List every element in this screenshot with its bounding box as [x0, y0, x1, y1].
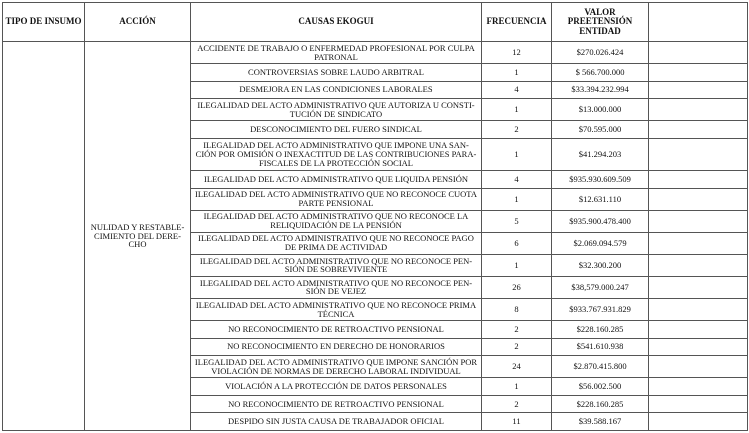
valor-cell: $56.002.500 [552, 378, 649, 396]
header-extra [649, 3, 748, 42]
header-tipo-insumo: TIPO DE INSUMO [3, 3, 85, 42]
valor-cell: $228.160.285 [552, 321, 649, 339]
causa-cell: ILEGALIDAD DEL ACTO ADMINISTRATIVO QUE NO RECONOCE LA RELIQUIDACIÓN DE LA PENSIÓN [191, 210, 482, 232]
extra-cell [649, 232, 748, 254]
frecuencia-cell: 1 [482, 99, 552, 121]
frecuencia-cell: 2 [482, 395, 552, 413]
extra-cell [649, 81, 748, 99]
causa-cell: ILEGALIDAD DEL ACTO ADMINISTRATIVO QUE IMPONE UNA SAN- CIÓN POR OMISIÓN O INEXACTITUD DE LAS CONTRIBUCIONES PARA- FISCALES DE LA PROTECCIÓN SOCIAL [191, 138, 482, 170]
frecuencia-cell: 1 [482, 378, 552, 396]
causa-cell: DESPIDO SIN JUSTA CAUSA DE TRABAJADOR OFICIAL [191, 413, 482, 431]
valor-cell: $41.294.203 [552, 138, 649, 170]
causa-cell: ILEGALIDAD DEL ACTO ADMINISTRATIVO QUE NO RECONOCE CUOTA PARTE PENSIONAL [191, 188, 482, 210]
valor-cell: $ 566.700.000 [552, 64, 649, 82]
causa-cell: NO RECONOCIMIENTO DE RETROACTIVO PENSIONAL [191, 395, 482, 413]
causa-cell: ILEGALIDAD DEL ACTO ADMINISTRATIVO QUE NO RECONOCE PRIMA TÉCNICA [191, 299, 482, 321]
header-valor: VALOR PREETENSIÓN ENTIDAD [552, 3, 649, 42]
table-row [3, 42, 748, 64]
valor-cell: $270.026.424 [552, 42, 649, 64]
valor-cell: $33.394.232.994 [552, 81, 649, 99]
valor-cell: $70.595.000 [552, 121, 649, 139]
causas-ekogui-table [2, 2, 748, 431]
valor-cell: $935.900.478.400 [552, 210, 649, 232]
extra-cell [649, 138, 748, 170]
extra-cell [649, 378, 748, 396]
header-row [3, 3, 748, 42]
header-frecuencia: FRECUENCIA [482, 3, 552, 42]
extra-cell [649, 121, 748, 139]
valor-cell: $2.870.415.800 [552, 356, 649, 378]
extra-cell [649, 188, 748, 210]
extra-cell [649, 276, 748, 298]
extra-cell [649, 171, 748, 189]
causa-cell: ILEGALIDAD DEL ACTO ADMINISTRATIVO QUE NO RECONOCE PEN- SIÓN DE SOBREVIVIENTE [191, 254, 482, 276]
frecuencia-cell: 2 [482, 321, 552, 339]
extra-cell [649, 356, 748, 378]
frecuencia-cell: 4 [482, 171, 552, 189]
causa-cell: DESMEJORA EN LAS CONDICIONES LABORALES [191, 81, 482, 99]
frecuencia-cell: 1 [482, 138, 552, 170]
frecuencia-cell: 12 [482, 42, 552, 64]
extra-cell [649, 413, 748, 431]
extra-cell [649, 42, 748, 64]
frecuencia-cell: 4 [482, 81, 552, 99]
valor-cell: $228.160.285 [552, 395, 649, 413]
header-accion: ACCIÓN [85, 3, 191, 42]
valor-cell: $2.069.094.579 [552, 232, 649, 254]
valor-cell: $933.767.931.829 [552, 299, 649, 321]
valor-cell: $32.300.200 [552, 254, 649, 276]
frecuencia-cell: 6 [482, 232, 552, 254]
valor-cell: $38,579.000.247 [552, 276, 649, 298]
valor-cell: $935.930.609.509 [552, 171, 649, 189]
tipo-insumo-cell [3, 42, 85, 431]
frecuencia-cell: 2 [482, 338, 552, 356]
extra-cell [649, 210, 748, 232]
valor-cell: $12.631.110 [552, 188, 649, 210]
valor-cell: $13.000.000 [552, 99, 649, 121]
causa-cell: NO RECONOCIMIENTO EN DERECHO DE HONORARIOS [191, 338, 482, 356]
extra-cell [649, 338, 748, 356]
frecuencia-cell: 11 [482, 413, 552, 431]
causa-cell: ILEGALIDAD DEL ACTO ADMINISTRATIVO QUE AUTORIZA U CONSTI- TUCIÓN DE SINDICATO [191, 99, 482, 121]
extra-cell [649, 321, 748, 339]
extra-cell [649, 99, 748, 121]
accion-cell: NULIDAD Y RESTABLE- CIMIENTO DEL DERE- CHO [85, 42, 191, 431]
frecuencia-cell: 2 [482, 121, 552, 139]
frecuencia-cell: 5 [482, 210, 552, 232]
causa-cell: DESCONOCIMIENTO DEL FUERO SINDICAL [191, 121, 482, 139]
causa-cell: ILEGALIDAD DEL ACTO ADMINISTRATIVO QUE LIQUIDA PENSIÓN [191, 171, 482, 189]
frecuencia-cell: 26 [482, 276, 552, 298]
causa-cell: ILEGALIDAD DEL ACTO ADMINISTRATIVO QUE IMPONE SANCIÓN POR VIOLACIÓN DE NORMAS DE DERECHO LABORAL INDIVIDUAL [191, 356, 482, 378]
frecuencia-cell: 8 [482, 299, 552, 321]
frecuencia-cell: 1 [482, 64, 552, 82]
extra-cell [649, 64, 748, 82]
causa-cell: NO RECONOCIMIENTO DE RETROACTIVO PENSIONAL [191, 321, 482, 339]
causa-cell: ILEGALIDAD DEL ACTO ADMINISTRATIVO QUE NO RECONOCE PAGO DE PRIMA DE ACTIVIDAD [191, 232, 482, 254]
causa-cell: CONTROVERSIAS SOBRE LAUDO ARBITRAL [191, 64, 482, 82]
valor-cell: $39.588.167 [552, 413, 649, 431]
valor-cell: $541.610.938 [552, 338, 649, 356]
frecuencia-cell: 1 [482, 254, 552, 276]
extra-cell [649, 299, 748, 321]
frecuencia-cell: 24 [482, 356, 552, 378]
causa-cell: ILEGALIDAD DEL ACTO ADMINISTRATIVO QUE NO RECONOCE PEN- SIÓN DE VEJEZ [191, 276, 482, 298]
header-causas: CAUSAS EKOGUI [191, 3, 482, 42]
causa-cell: ACCIDENTE DE TRABAJO O ENFERMEDAD PROFESIONAL POR CULPA PATRONAL [191, 42, 482, 64]
frecuencia-cell: 1 [482, 188, 552, 210]
extra-cell [649, 254, 748, 276]
extra-cell [649, 395, 748, 413]
causa-cell: VIOLACIÓN A LA PROTECCIÓN DE DATOS PERSONALES [191, 378, 482, 396]
